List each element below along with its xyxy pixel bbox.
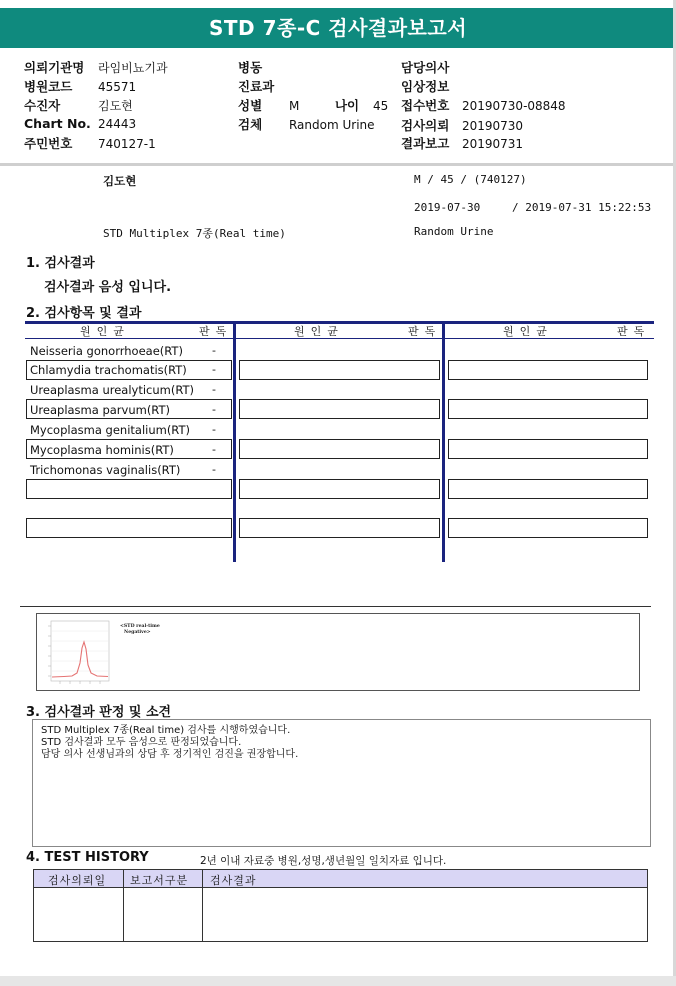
sub-specimen: Random Urine [414, 225, 494, 238]
receipt-value: 20190730-08848 [461, 99, 566, 113]
doctor-row [401, 58, 449, 76]
overall-result: 검사결과 음성 입니다. [44, 280, 172, 295]
sub-date-to: / 2019-07-31 15:22:53 [512, 201, 652, 214]
clinical-row [401, 77, 449, 95]
examinee-row [24, 96, 133, 114]
organism-result: - [212, 463, 216, 476]
rrn-row [24, 134, 156, 152]
organism-name: Mycoplasma hominis(RT) [30, 443, 174, 457]
rrn-label: 주민번호 [24, 136, 73, 151]
chart-row [24, 116, 136, 131]
organism-result: - [212, 443, 216, 456]
history-col-report-type: 보고서구분 [130, 874, 189, 887]
dept-row [238, 77, 274, 95]
sex-age-row [238, 96, 388, 114]
empty-row-box [448, 479, 648, 499]
empty-row-box [448, 518, 648, 538]
sub-date-from: 2019-07-30 [414, 201, 481, 214]
sex-value: M [288, 99, 300, 113]
col1-organism-header: 원인균 [80, 325, 130, 338]
col2-result-header: 판독 [408, 325, 442, 338]
amplification-graph-frame [36, 613, 640, 691]
table-divider-2 [442, 324, 445, 562]
specimen-row [238, 115, 375, 133]
opinion-box [32, 719, 651, 847]
col2-organism-header: 원인균 [294, 325, 344, 338]
section-separator [20, 606, 651, 607]
dept-label: 진료과 [238, 79, 275, 94]
empty-row-box [448, 360, 648, 380]
organism-result: - [212, 423, 216, 436]
history-divider-1 [123, 870, 124, 941]
clinical-label: 임상정보 [401, 79, 450, 94]
organism-name: Chlamydia trachomatis(RT) [30, 363, 187, 377]
age-value: 45 [372, 99, 389, 113]
col3-result-header: 판독 [617, 325, 651, 338]
institution-value: 라임비뇨기과 [97, 61, 168, 75]
header-separator [0, 163, 676, 166]
graph-legend-line1: <STD real-time [120, 624, 160, 629]
graph-legend-line2: Negative> [124, 630, 151, 635]
sub-sex-age: M / 45 / (740127) [414, 173, 527, 186]
ward-label: 병동 [238, 60, 263, 75]
organism-name: Neisseria gonorrhoeae(RT) [30, 344, 183, 358]
organism-name: Ureaplasma parvum(RT) [30, 403, 170, 417]
history-table [33, 869, 648, 942]
history-col-result: 검사결과 [210, 874, 257, 887]
empty-row-box [239, 360, 440, 380]
examinee-label: 수진자 [24, 98, 61, 113]
empty-row-box [239, 439, 440, 459]
col3-organism-header: 원인균 [503, 325, 553, 338]
organism-result: - [212, 383, 216, 396]
report-label: 결과보고 [401, 136, 450, 151]
amplification-graph [42, 618, 182, 688]
history-col-request-date: 검사의뢰일 [48, 874, 107, 887]
specimen-label: 검체 [238, 117, 263, 132]
opinion-line: STD 검사결과 모두 음성으로 판정되었습니다. [41, 737, 242, 748]
sub-patient-name: 김도현 [103, 174, 137, 188]
hospital-code-row [24, 77, 136, 95]
organism-name: Trichomonas vaginalis(RT) [30, 463, 181, 477]
chart-value: 24443 [97, 117, 137, 131]
organism-result: - [212, 363, 216, 376]
empty-row-box [239, 479, 440, 499]
section-3-title: 3. 검사결과 판정 및 소견 [26, 705, 172, 720]
institution-row [24, 58, 168, 76]
report-value: 20190731 [461, 137, 524, 151]
empty-row-box [26, 518, 232, 538]
hospital-code-value: 45571 [97, 80, 137, 94]
opinion-line: STD Multiplex 7종(Real time) 검사를 시행하였습니다. [41, 725, 291, 736]
request-row [401, 116, 523, 134]
doctor-label: 담당의사 [401, 60, 450, 75]
organism-result: - [212, 403, 216, 416]
opinion-line: 담당 의사 선생님과의 상담 후 정기적인 검진을 권장합니다. [41, 749, 299, 760]
sub-test-name: STD Multiplex 7종(Real time) [103, 227, 286, 240]
organism-result: - [212, 344, 216, 357]
ward-row [238, 58, 262, 76]
empty-row-box [239, 399, 440, 419]
empty-row-box [448, 439, 648, 459]
report-row [401, 134, 523, 152]
section-2-title: 2. 검사항목 및 결과 [26, 306, 142, 321]
bottom-band [0, 976, 676, 986]
organism-name: Mycoplasma genitalium(RT) [30, 423, 190, 437]
organism-name: Ureaplasma urealyticum(RT) [30, 383, 195, 397]
col1-result-header: 판독 [199, 325, 233, 338]
history-header-row [34, 870, 647, 888]
section-4-title: 4. TEST HISTORY [26, 850, 149, 865]
chart-label: Chart No. [24, 116, 91, 131]
specimen-value: Random Urine [288, 118, 375, 132]
institution-label: 의뢰기관명 [24, 60, 85, 75]
section-1-title: 1. 검사결과 [26, 256, 95, 271]
request-value: 20190730 [461, 119, 524, 133]
table-divider-1 [233, 324, 236, 562]
examinee-value: 김도현 [97, 99, 133, 113]
report-title: STD 7종-C 검사결과보고서 [0, 8, 676, 48]
rrn-value: 740127-1 [97, 137, 156, 151]
empty-row-box [239, 518, 440, 538]
empty-row-box [26, 479, 232, 499]
sex-label: 성별 [238, 98, 263, 113]
hospital-code-label: 병원코드 [24, 79, 73, 94]
history-divider-2 [202, 870, 203, 941]
request-label: 검사의뢰 [401, 118, 450, 133]
receipt-label: 접수번호 [401, 98, 450, 113]
empty-row-box [448, 399, 648, 419]
age-label: 나이 [334, 98, 360, 113]
receipt-row [401, 96, 566, 114]
history-note: 2년 이내 자료중 병원,성명,생년월일 일치자료 입니다. [200, 855, 447, 867]
